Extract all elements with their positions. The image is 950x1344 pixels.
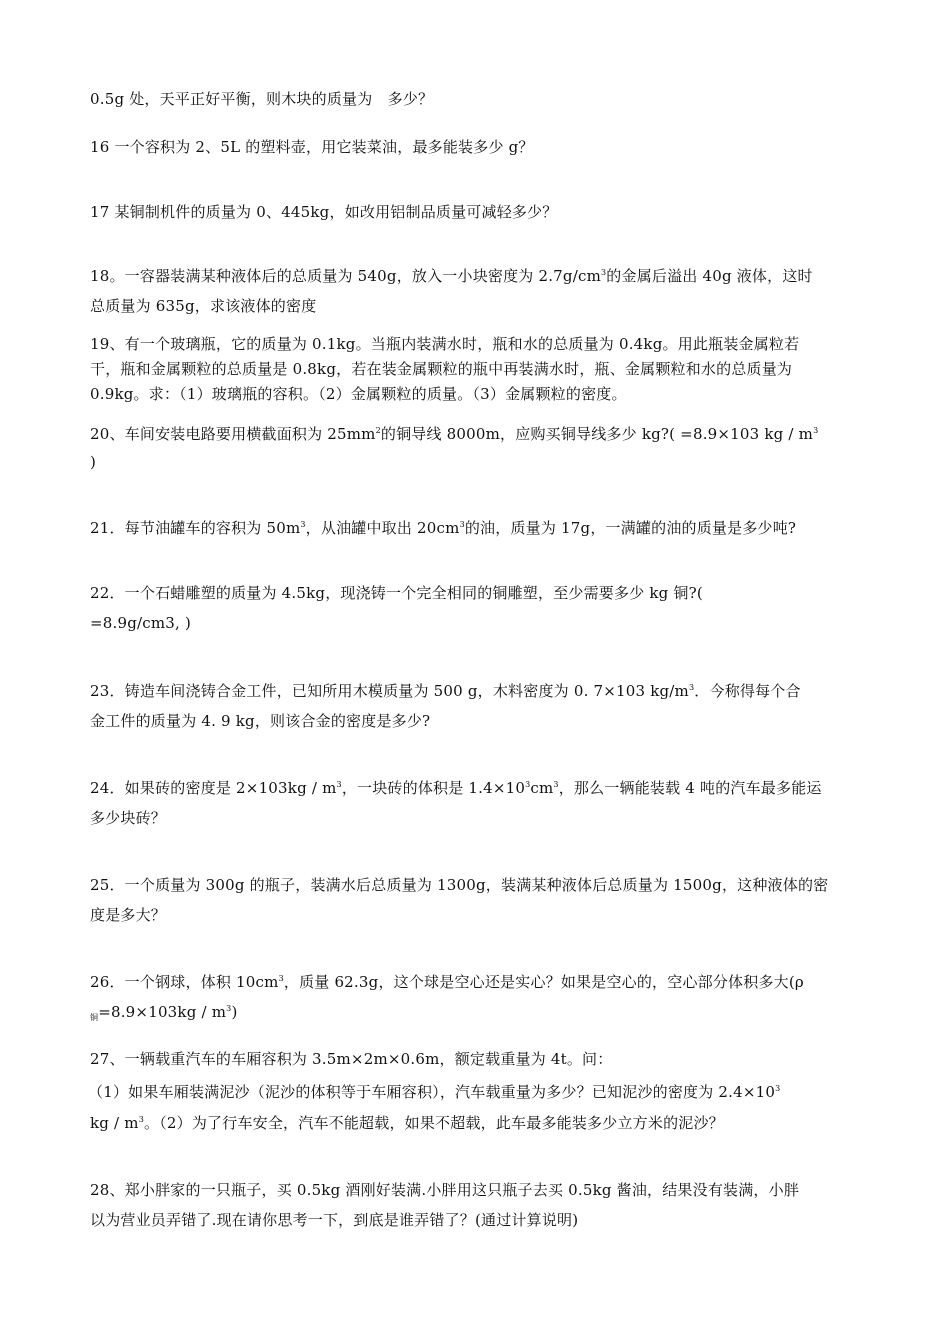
question-19-cont: 0.9kg。求：（1）玻璃瓶的容积。（2）金属颗粒的质量。（3）金属颗粒的密度。: [90, 385, 627, 403]
question-25-cont: 度是多大？: [90, 906, 167, 924]
question-26: 26．一个钢球，体积 $10cm^3$，质量 62.3g，这个球是空心还是实心？如果是空心的，空心部分体积多大(ρ: [90, 973, 804, 991]
question-16: 16 一个容积为 2、5L 的塑料壶，用它装菜油，最多能装多少 g？: [90, 138, 534, 156]
question-27-part1: （1）如果车厢装满泥沙（泥沙的体积等于车厢容积），汽车载重量为多少？已知泥沙的密度为 $2.4\times 10^3$: [88, 1083, 781, 1101]
question-20: 20、车间安装电路要用横截面积为 $25mm^2$的铜导线 8000m，应购买铜导线多少 kg?( =8.9×103 kg / $m^3$: [90, 425, 819, 443]
question-17: 17 某铜制机件的质量为 0、445kg，如改用铝制品质量可减轻多少？: [90, 203, 558, 221]
question-21: 21．每节油罐车的容积为 $50m^3$，从油罐中取出 $20cm^3$的油，质量为 17g，一满罐的油的质量是多少吨?: [90, 519, 797, 537]
question-23: 23．铸造车间浇铸合金工件，已知所用木模质量为 500 g，木料密度为 0. 7×103 $kg/m^3$．今称得每个合: [90, 682, 801, 700]
question-24-cont: 多少块砖？: [90, 809, 167, 827]
question-22-cont: =8.9g/cm3, ): [90, 614, 192, 632]
question-25: 25．一个质量为 300g 的瓶子，装满水后总质量为 1300g，装满某种液体后总质量为 1500g，这种液体的密: [90, 876, 829, 894]
question-20-cont: ): [90, 453, 97, 471]
question-26-cont: $_铜=8.9\times 103kg / m^3$): [90, 1003, 238, 1022]
question-18: 18。一容器装满某种液体后的总质量为 540g，放入一小块密度为 $2.7g/cm^3$的金属后溢出 40g 液体，这时: [90, 267, 813, 285]
question-28-cont: 以为营业员弄错了.现在请你思考一下，到底是谁弄错了？(通过计算说明): [90, 1211, 579, 1229]
text-line: 0.5g 处，天平正好平衡，则木块的质量为 多少？: [90, 90, 434, 108]
question-19-cont: 干，瓶和金属颗粒的总质量是 0.8kg，若在装金属颗粒的瓶中再装满水时，瓶、金属颗粒和水的总质量为: [90, 360, 793, 378]
question-18-cont: 总质量为 635g，求该液体的密度: [90, 297, 317, 315]
question-27: 27、一辆载重汽车的车厢容积为 3.5m×2m×0.6m，额定载重量为 4t。问：: [90, 1050, 613, 1068]
question-23-cont: 金工件的质量为 4. 9 kg，则该合金的密度是多少?: [90, 712, 431, 730]
question-28: 28、郑小胖家的一只瓶子，买 0.5kg 酒刚好装满.小胖用这只瓶子去买 0.5kg 酱油，结果没有装满，小胖: [90, 1181, 800, 1199]
question-24: 24．如果砖的密度是 $2\times 103kg / m^3$，一块砖的体积是 $1.4\times 10^3cm^3$，那么一辆能装载 4 吨的汽车最多能运: [90, 779, 822, 797]
question-22: 22．一个石蜡雕塑的质量为 4.5kg，现浇铸一个完全相同的铜雕塑，至少需要多少 kg 铜?(: [90, 584, 703, 602]
question-19: 19、有一个玻璃瓶，它的质量为 0.1kg。当瓶内装满水时，瓶和水的总质量为 0.4kg。用此瓶装金属粒若: [90, 335, 800, 353]
question-27-part2: kg / $m^3$。（2）为了行车安全，汽车不能超载，如果不超载，此车最多能装多少立方米的泥沙？: [90, 1114, 724, 1132]
